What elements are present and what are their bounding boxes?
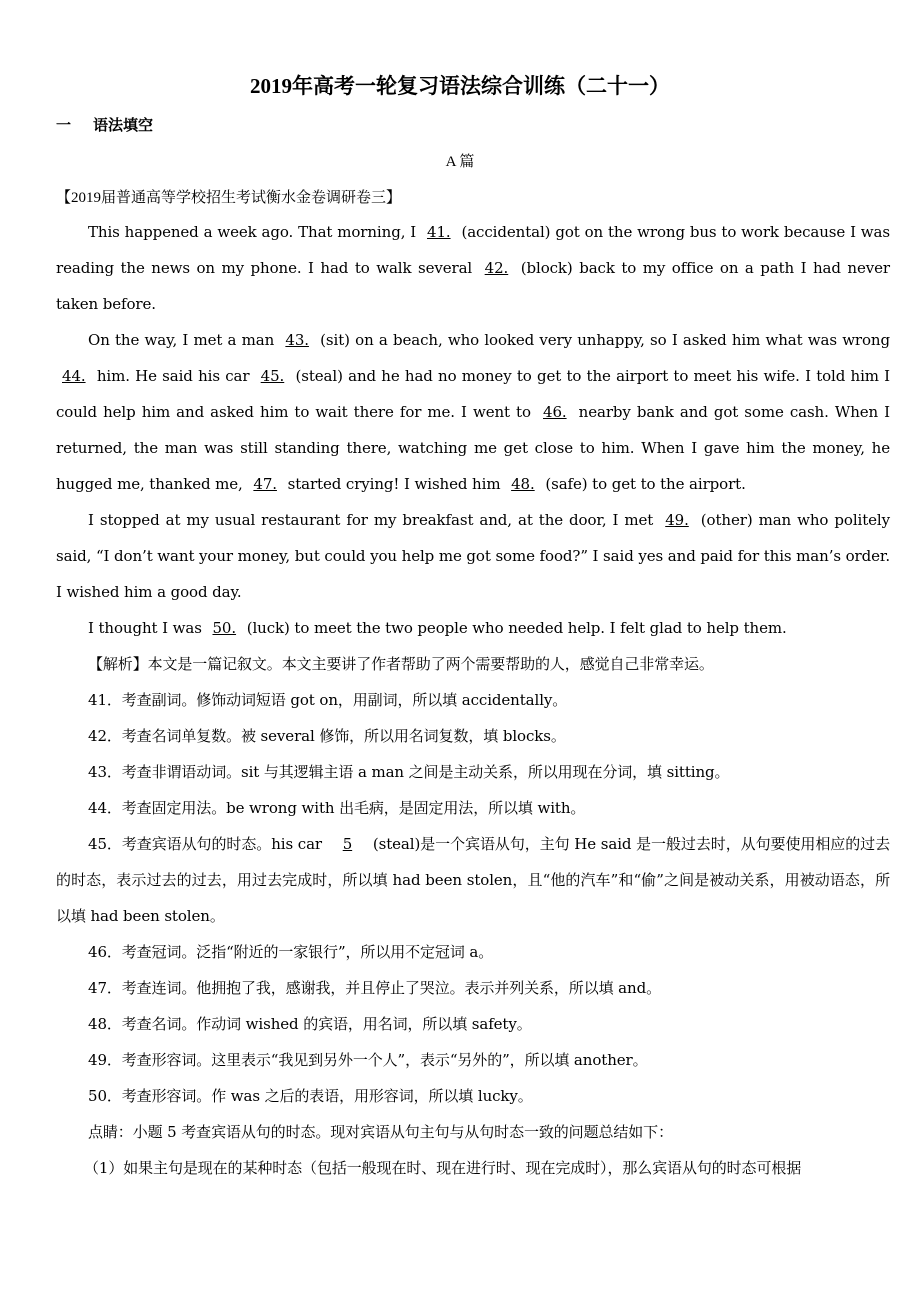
blank-number: 45. [260, 367, 285, 385]
analysis-line [56, 646, 890, 682]
text-run: (other) man who politely said, “I don’t want your money, but could you help me got some food?” I said yes and paid for this man’s order. I wished him a good day. [56, 511, 890, 601]
text-run: 47．考查连词。他拥抱了我，感谢我，并且停止了哭泣。表示并列关系，所以填 and。 [88, 979, 661, 997]
passage [56, 214, 890, 646]
text-run: 41．考查副词。修饰动词短语 got on，用副词，所以填 accidentally。 [88, 691, 568, 709]
analysis-line [56, 1006, 890, 1042]
text-run: nearby bank and got some cash. When I returned, the man was still standing there, watching me get close to him. When I gave him the money, he hugged me, thanked me, [56, 403, 890, 493]
part-heading: A 篇 [445, 154, 475, 170]
passage-paragraph [56, 502, 890, 610]
analysis-line [56, 970, 890, 1006]
text-run: On the way, I met a man [88, 331, 280, 349]
blank-reference: 5 [342, 835, 353, 853]
blank-number: 48. [511, 475, 535, 493]
analysis-line [56, 790, 890, 826]
analysis-line [56, 682, 890, 718]
section-label: 语法填空 [93, 118, 154, 134]
passage-paragraph [56, 214, 890, 322]
blank-number: 44. [62, 367, 86, 385]
analysis-line [56, 1114, 890, 1150]
page-title: 2019年高考一轮复习语法综合训练（二十一） [250, 74, 670, 98]
blank-number: 47. [253, 475, 277, 493]
text-run: (safe) to get to the airport. [540, 475, 746, 493]
analysis-line [56, 934, 890, 970]
text-run: 48．考查名词。作动词 wished 的宾语，用名词，所以填 safety。 [88, 1015, 532, 1033]
blank-number: 43. [285, 331, 309, 349]
text-run: (sit) on a beach, who looked very unhappy, so I asked him what was wrong [314, 331, 891, 349]
text-run: 42．考查名词单复数。被 several 修饰，所以用名词复数，填 blocks。 [88, 727, 566, 745]
text-run: 43．考查非谓语动词。sit 与其逻辑主语 a man 之间是主动关系，所以用现在分词，填 sitting。 [88, 763, 730, 781]
text-run: (accidental) got on the wrong bus to work because I was reading the news on my phone. I had to walk several [56, 223, 890, 277]
text-run: 50．考查形容词。作 was 之后的表语，用形容词，所以填 lucky。 [88, 1087, 533, 1105]
document-body [56, 214, 890, 1186]
section-heading [56, 114, 153, 135]
analysis-line [56, 1150, 890, 1186]
text-run: （1）如果主句是现在的某种时态（包括一般现在时、现在进行时、现在完成时），那么宾语从句的时态可根据 [84, 1159, 802, 1177]
blank-number: 49. [665, 511, 689, 529]
analysis-line [56, 1078, 890, 1114]
text-run: him. He said his car [91, 367, 255, 385]
text-run: (steal)是一个宾语从句，主句 He said 是一般过去时，从句要使用相应的过去的时态，表示过去的过去，用过去完成时，所以填 had been stolen，且“他的汽车”和“偷”之间是被动关系，用被动语态，所以填 had been stolen。 [56, 835, 890, 925]
text-run: (steal) and he had no money to get to the airport to meet his wife. I told him I could help him and asked him to wait there for me. I went to [56, 367, 890, 421]
analysis-line [56, 826, 890, 934]
text-run: 44．考查固定用法。be wrong with 出毛病，是固定用法，所以填 with。 [88, 799, 586, 817]
analysis-line [56, 754, 890, 790]
text-run: I stopped at my usual restaurant for my breakfast and, at the door, I met [88, 511, 660, 529]
text-run: This happened a week ago. That morning, I [88, 223, 421, 241]
analysis-line [56, 1042, 890, 1078]
section-number: 一 [56, 118, 72, 134]
text-run: (block) back to my office on a path I had never taken before. [56, 259, 890, 313]
text-run: 49．考查形容词。这里表示“我见到另外一个人”，表示“另外的”，所以填 another。 [88, 1051, 648, 1069]
text-run: started crying! I wished him [282, 475, 506, 493]
passage-paragraph [56, 610, 890, 646]
analysis [56, 646, 890, 1186]
passage-paragraph [56, 322, 890, 502]
blank-number: 41. [427, 223, 451, 241]
text-run: 点睛：小题 5 考查宾语从句的时态。现对宾语从句主句与从句时态一致的问题总结如下： [88, 1123, 673, 1141]
analysis-line [56, 718, 890, 754]
text-run: 【解析】本文是一篇记叙文。本文主要讲了作者帮助了两个需要帮助的人，感觉自己非常幸运。 [88, 655, 714, 673]
blank-number: 50. [212, 619, 237, 637]
blank-number: 42. [484, 259, 509, 277]
text-run: 45．考查宾语从句的时态。his car [88, 835, 327, 853]
text-run: 46．考查冠词。泛指“附近的一家银行”，所以用不定冠词 a。 [88, 943, 494, 961]
source-line: 【2019届普通高等学校招生考试衡水金卷调研卷三】 [56, 190, 402, 206]
text-run: I thought I was [88, 619, 207, 637]
blank-number: 46. [543, 403, 567, 421]
text-run: (luck) to meet the two people who needed help. I felt glad to help them. [242, 619, 787, 637]
